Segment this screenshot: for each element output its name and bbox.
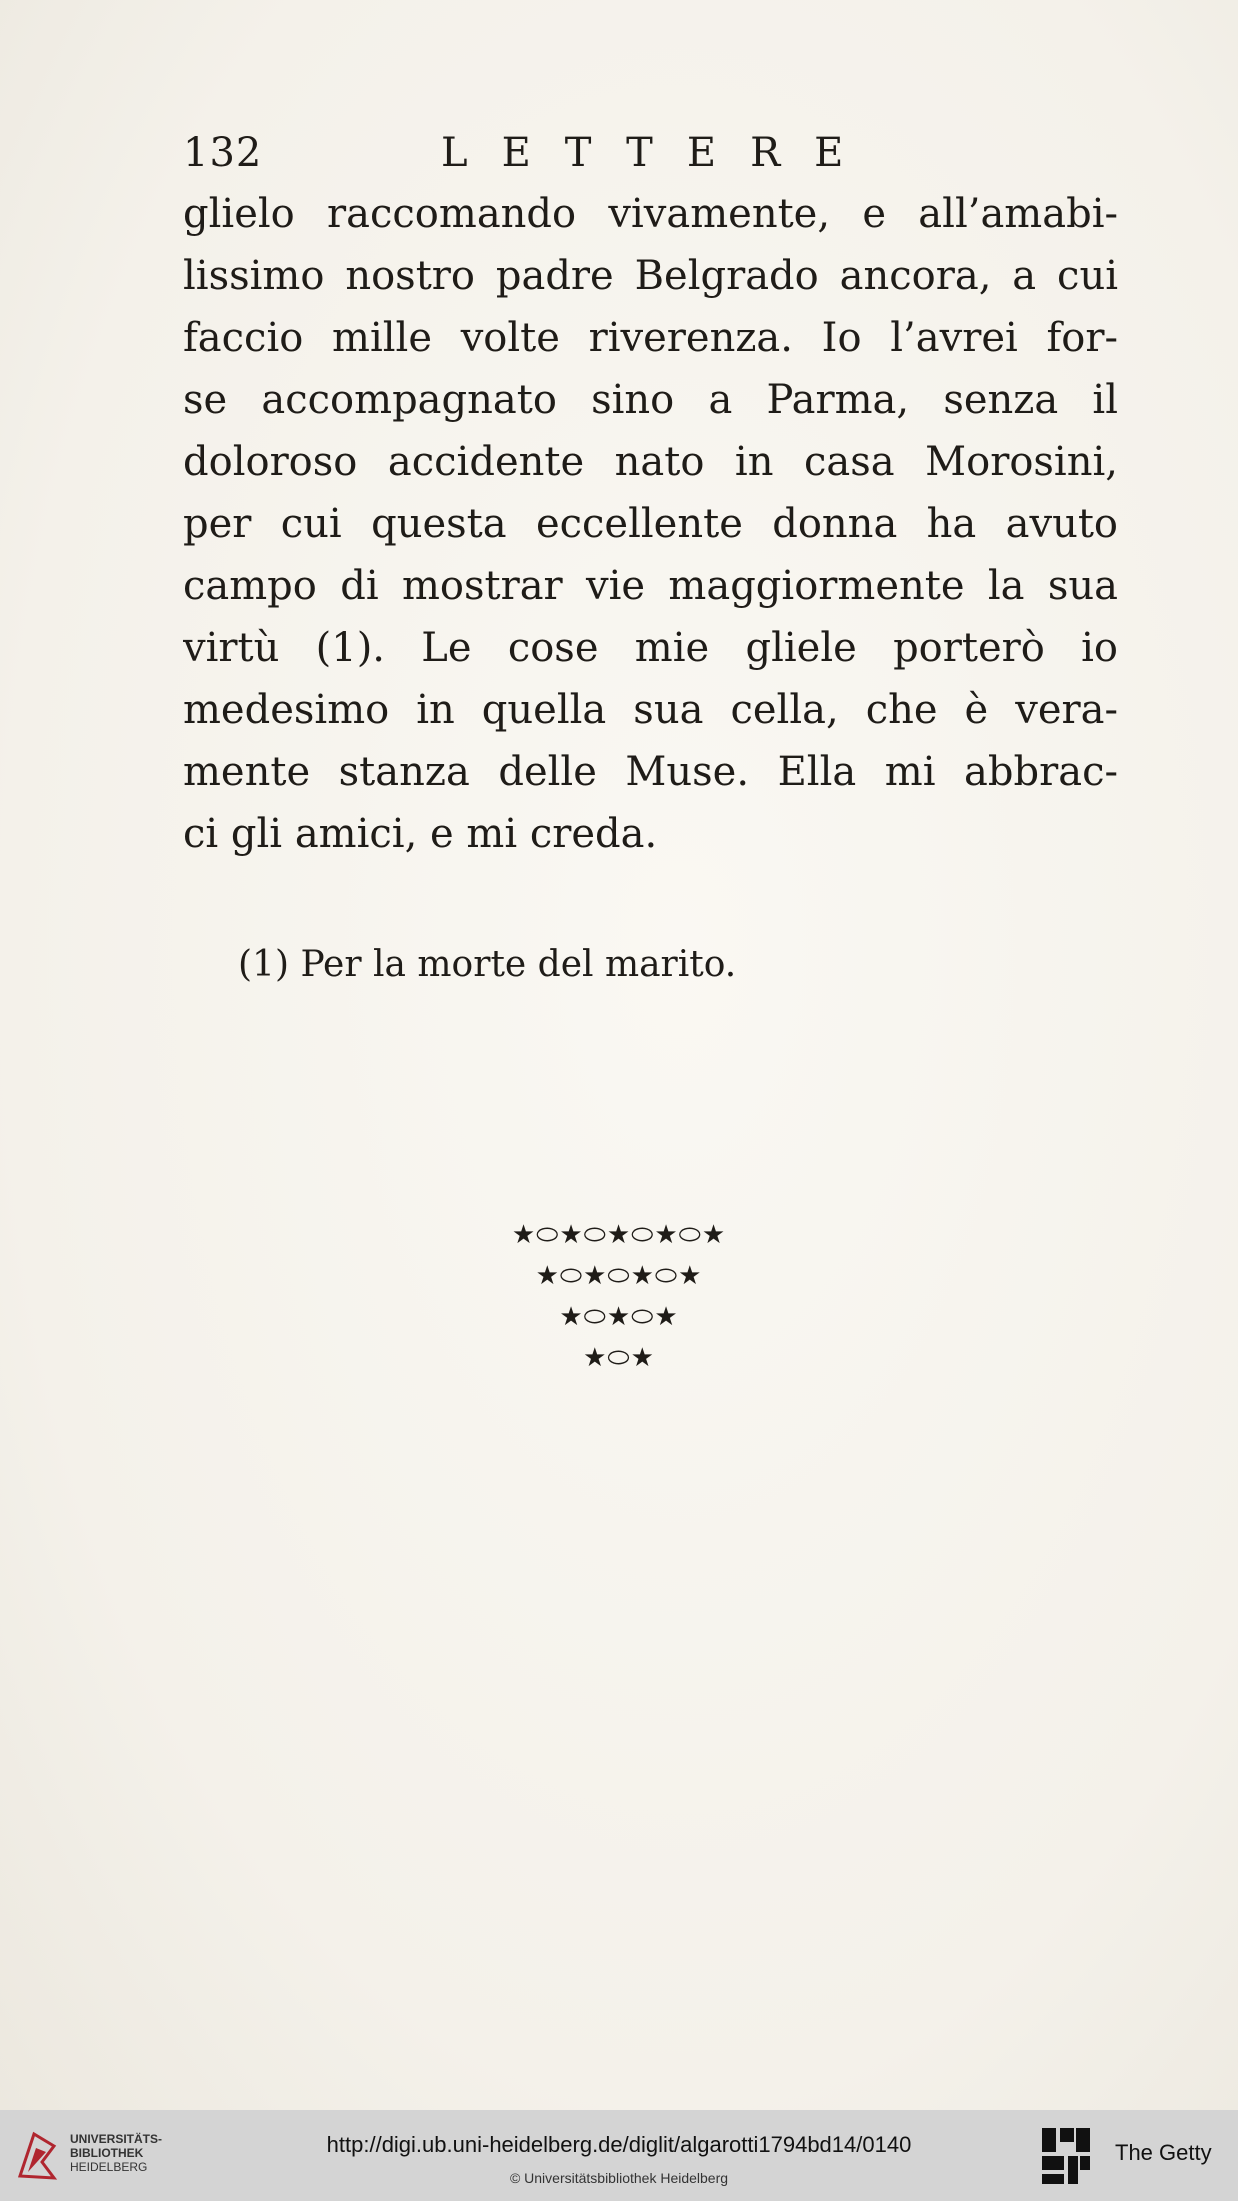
ornament-row: ★⬭★: [583, 1343, 655, 1373]
copyright-notice: © Universitätsbibliothek Heidelberg: [509, 2170, 729, 2186]
text-line: per cui questa eccellente donna ha avuto: [183, 501, 1118, 547]
body-text: [183, 183, 1118, 865]
viewer-footer: [0, 2110, 1238, 2201]
library-name-line1: UNIVERSITÄTS-: [70, 2132, 163, 2146]
text-line: lissimo nostro padre Belgrado ancora, a cui: [183, 253, 1118, 299]
footnote: (1) Per la morte del marito.: [238, 944, 737, 985]
permalink-url[interactable]: http://digi.ub.uni-heidelberg.de/diglit/algarotti1794bd14/0140: [326, 2132, 912, 2157]
partner-name: The Getty: [1115, 2140, 1212, 2165]
running-title: LETTERE: [441, 130, 878, 176]
text-line: glielo raccomando vivamente, e all’amabi-: [183, 191, 1118, 237]
text-line: doloroso accidente nato in casa Morosini,: [183, 439, 1118, 485]
ornament-row: ★⬭★⬭★: [559, 1302, 679, 1332]
page-number: 132: [183, 130, 263, 176]
text-line: campo di mostrar vie maggiormente la sua: [183, 563, 1118, 609]
getty-logo-icon[interactable]: [1040, 2126, 1092, 2186]
library-name-line2: BIBLIOTHEK: [70, 2146, 144, 2160]
ornament-row: ★⬭★⬭★⬭★⬭★: [511, 1220, 727, 1250]
text-line: mente stanza delle Muse. Ella mi abbrac-: [183, 749, 1118, 795]
text-line: medesimo in quella sua cella, che è vera-: [183, 687, 1118, 733]
text-line: virtù (1). Le cose mie gliele porterò io: [183, 625, 1118, 671]
ornament-divider: [0, 1215, 1238, 1379]
ornament-row: ★⬭★⬭★⬭★: [535, 1261, 703, 1291]
text-line: se accompagnato sino a Parma, senza il: [183, 377, 1118, 423]
page-header: [183, 130, 1113, 180]
text-line: faccio mille volte riverenza. Io l’avrei for-: [183, 315, 1118, 361]
library-name-line3: HEIDELBERG: [70, 2160, 148, 2174]
text-line: ci gli amici, e mi creda.: [183, 811, 658, 857]
